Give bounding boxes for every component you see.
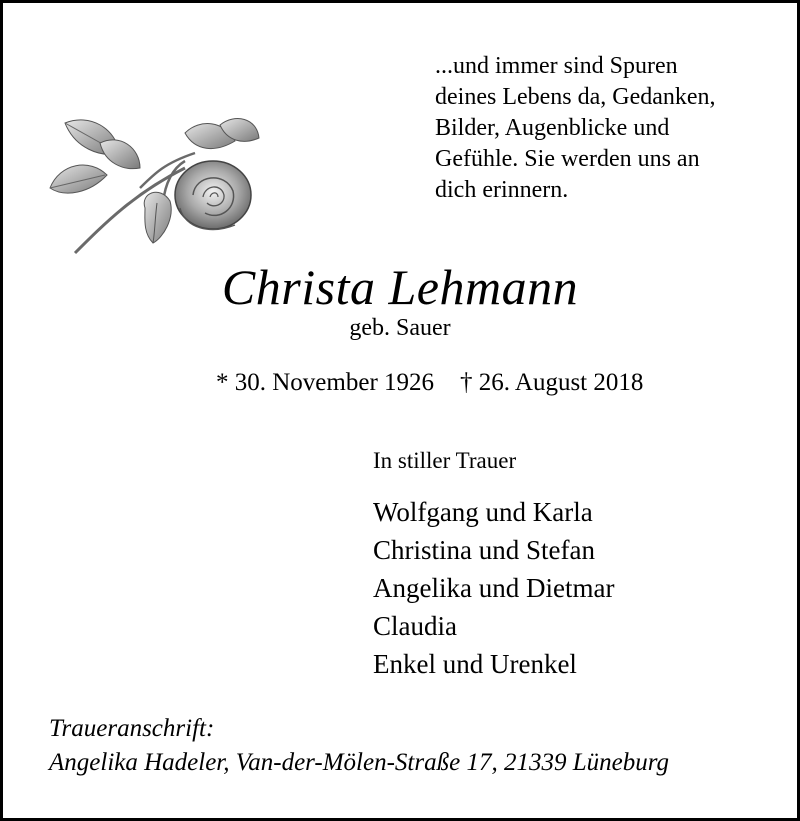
death-date: † 26. August 2018 (460, 369, 644, 396)
family-member: Enkel und Urenkel (373, 649, 577, 679)
family-member: Angelika und Dietmar (373, 573, 615, 603)
family-member: Wolfgang und Karla (373, 497, 593, 527)
maiden-name: geb. Sauer (349, 315, 451, 341)
life-dates (216, 367, 643, 399)
family-list (373, 493, 614, 683)
mourning-label: In stiller Trauer (373, 448, 517, 473)
address-label: Traueranschrift: (49, 715, 215, 742)
mourning-address: Angelika Hadeler, Van-der-Mölen-Straße 17, 21339 Lüneburg (49, 749, 669, 776)
rose-icon (45, 113, 265, 263)
memorial-poem (435, 51, 716, 206)
poem-line: deines Lebens da, Gedanken, (435, 84, 716, 110)
poem-line: ...und immer sind Spuren (435, 53, 678, 79)
deceased-name: Christa Lehmann (221, 259, 579, 315)
poem-line: Gefühle. Sie werden uns an (435, 146, 700, 172)
family-member: Claudia (373, 611, 457, 641)
poem-line: dich erinnern. (435, 177, 569, 203)
family-member: Christina und Stefan (373, 535, 595, 565)
poem-line: Bilder, Augenblicke und (435, 115, 670, 141)
birth-date: * 30. November 1926 (216, 369, 435, 396)
